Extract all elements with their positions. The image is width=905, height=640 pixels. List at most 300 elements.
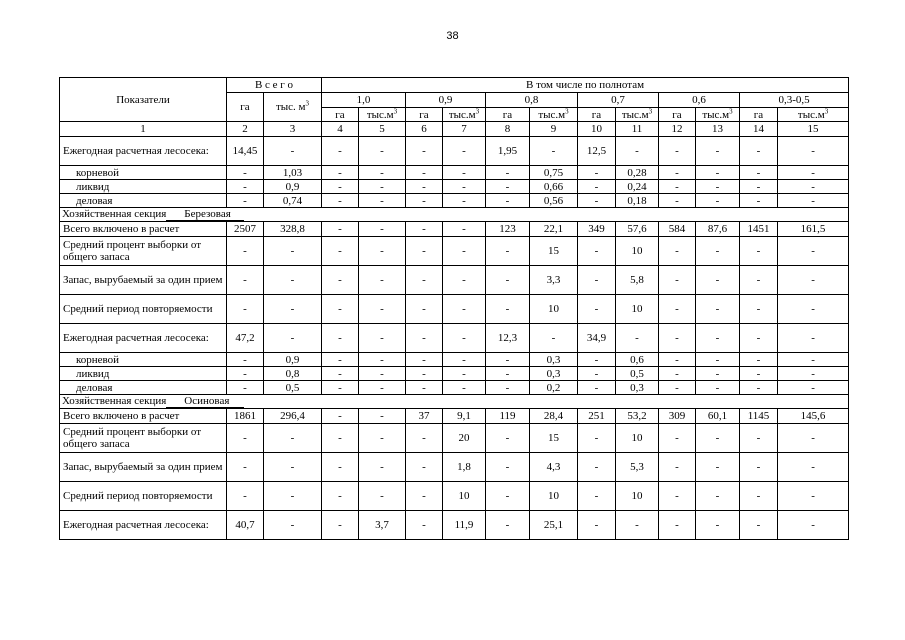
row-label: Ежегодная расчетная лесосека:: [60, 137, 227, 166]
table-cell: -: [227, 166, 264, 180]
table-cell: -: [443, 194, 486, 208]
table-cell: 0,3: [616, 381, 659, 395]
table-cell: 1,95: [486, 137, 530, 166]
table-cell: -: [740, 511, 778, 540]
table-cell: 11,9: [443, 511, 486, 540]
table-cell: -: [406, 237, 443, 266]
table-cell: -: [578, 482, 616, 511]
header-density: 0,3-0,5: [740, 93, 849, 108]
table-cell: -: [616, 511, 659, 540]
table-cell: 0,5: [616, 367, 659, 381]
header-row-1: [60, 78, 849, 93]
table-cell: -: [322, 453, 359, 482]
table-cell: 0,66: [530, 180, 578, 194]
table-row: [60, 222, 849, 237]
table-cell: -: [264, 237, 322, 266]
column-number: 13: [696, 122, 740, 137]
table-cell: -: [778, 295, 849, 324]
page-number: 38: [446, 30, 459, 42]
table-cell: 37: [406, 409, 443, 424]
table-cell: -: [406, 353, 443, 367]
table-cell: -: [578, 367, 616, 381]
table-cell: 0,5: [264, 381, 322, 395]
section-label: Хозяйственная секция: [62, 208, 167, 220]
table-cell: -: [406, 424, 443, 453]
header-unit-ha: га: [322, 108, 359, 122]
table-cell: -: [406, 266, 443, 295]
table-cell: -: [359, 295, 406, 324]
table-cell: -: [740, 137, 778, 166]
section-label: Хозяйственная секция: [62, 395, 167, 407]
table-cell: 0,75: [530, 166, 578, 180]
row-label: Средний период повторяемости: [60, 482, 227, 511]
table-cell: -: [578, 237, 616, 266]
table-cell: 10: [616, 237, 659, 266]
table-cell: -: [740, 324, 778, 353]
column-number: 11: [616, 122, 659, 137]
table-cell: -: [740, 180, 778, 194]
table-cell: -: [740, 367, 778, 381]
section-row: [60, 208, 849, 222]
column-number: 6: [406, 122, 443, 137]
table-cell: -: [778, 482, 849, 511]
header-unit-ha: га: [578, 108, 616, 122]
table-cell: 1451: [740, 222, 778, 237]
header-total: В с е г о: [227, 78, 322, 93]
table-cell: -: [406, 180, 443, 194]
table-cell: -: [659, 194, 696, 208]
row-label: корневой: [60, 166, 227, 180]
table-cell: 10: [530, 295, 578, 324]
table-row: [60, 453, 849, 482]
column-number: 9: [530, 122, 578, 137]
table-cell: -: [530, 324, 578, 353]
table-cell: -: [227, 353, 264, 367]
table-cell: -: [322, 166, 359, 180]
table-cell: 10: [530, 482, 578, 511]
table-cell: -: [578, 353, 616, 367]
table-cell: -: [322, 295, 359, 324]
table-cell: 9,1: [443, 409, 486, 424]
table-cell: -: [406, 381, 443, 395]
table-cell: -: [696, 424, 740, 453]
table-cell: -: [322, 381, 359, 395]
header-unit-volume: $тыс.м^3$: [530, 108, 578, 122]
table-cell: 5,3: [616, 453, 659, 482]
row-label: Средний процент выборки от общего запаса: [60, 424, 227, 453]
table-cell: -: [696, 166, 740, 180]
header-unit-volume: $тыс.м^3$: [696, 108, 740, 122]
table-cell: -: [486, 353, 530, 367]
table-cell: -: [486, 511, 530, 540]
table-cell: 0,28: [616, 166, 659, 180]
table-cell: -: [486, 453, 530, 482]
table-cell: 47,2: [227, 324, 264, 353]
table-cell: 328,8: [264, 222, 322, 237]
header-total-ha: га: [227, 93, 264, 122]
row-label: деловая: [60, 194, 227, 208]
table-cell: -: [264, 424, 322, 453]
table-subrow: [60, 194, 849, 208]
table-cell: -: [264, 511, 322, 540]
table-cell: -: [322, 367, 359, 381]
table-cell: -: [264, 137, 322, 166]
header-column-numbers-row: [60, 122, 849, 137]
table-cell: -: [227, 237, 264, 266]
table-cell: -: [740, 295, 778, 324]
table-cell: -: [264, 266, 322, 295]
table-cell: -: [322, 409, 359, 424]
table-cell: -: [659, 295, 696, 324]
table-subrow: [60, 367, 849, 381]
table-cell: 10: [443, 482, 486, 511]
table-cell: -: [696, 353, 740, 367]
table-cell: -: [359, 237, 406, 266]
table-cell: -: [486, 266, 530, 295]
table-cell: 309: [659, 409, 696, 424]
table-cell: -: [696, 381, 740, 395]
table-cell: 1,8: [443, 453, 486, 482]
table-cell: 12,3: [486, 324, 530, 353]
table-cell: -: [443, 237, 486, 266]
table-cell: -: [778, 137, 849, 166]
table-cell: -: [659, 424, 696, 453]
table-cell: -: [696, 511, 740, 540]
table-cell: -: [740, 424, 778, 453]
table-cell: -: [443, 180, 486, 194]
row-label: Запас, вырубаемый за один прием: [60, 453, 227, 482]
table-cell: -: [486, 237, 530, 266]
table-cell: -: [359, 266, 406, 295]
table-cell: 119: [486, 409, 530, 424]
table-cell: -: [578, 453, 616, 482]
table-cell: -: [578, 266, 616, 295]
table-cell: -: [322, 482, 359, 511]
column-number: 12: [659, 122, 696, 137]
table-cell: -: [696, 367, 740, 381]
table-row: [60, 482, 849, 511]
row-label: Ежегодная расчетная лесосека:: [60, 324, 227, 353]
table-subrow: [60, 180, 849, 194]
table-subrow: [60, 381, 849, 395]
table-row: [60, 511, 849, 540]
table-cell: -: [322, 237, 359, 266]
row-label: Запас, вырубаемый за один прием: [60, 266, 227, 295]
table-cell: -: [778, 367, 849, 381]
header-density: 1,0: [322, 93, 406, 108]
table-cell: 0,2: [530, 381, 578, 395]
header-density: 0,7: [578, 93, 659, 108]
table-cell: -: [443, 353, 486, 367]
table-cell: 5,8: [616, 266, 659, 295]
header-unit-ha: га: [740, 108, 778, 122]
table-cell: -: [578, 381, 616, 395]
header-by-density: В том числе по полнотам: [322, 78, 849, 93]
table-cell: -: [322, 180, 359, 194]
table-cell: -: [696, 237, 740, 266]
table-cell: -: [659, 166, 696, 180]
table-cell: -: [659, 511, 696, 540]
table-cell: -: [486, 166, 530, 180]
row-label: деловая: [60, 381, 227, 395]
table-cell: -: [227, 367, 264, 381]
table-cell: -: [443, 266, 486, 295]
row-label: ликвид: [60, 180, 227, 194]
table-cell: -: [659, 266, 696, 295]
table-cell: -: [740, 194, 778, 208]
table-cell: -: [696, 180, 740, 194]
header-density: 0,9: [406, 93, 486, 108]
table-cell: -: [740, 166, 778, 180]
table-cell: -: [406, 367, 443, 381]
column-number: 1: [60, 122, 227, 137]
table-cell: -: [406, 137, 443, 166]
header-unit-volume: $тыс.м^3$: [616, 108, 659, 122]
table-cell: -: [443, 367, 486, 381]
row-label: Всего включено в расчет: [60, 222, 227, 237]
table-cell: -: [659, 324, 696, 353]
header-density: 0,6: [659, 93, 740, 108]
table-cell: -: [778, 453, 849, 482]
table-cell: 0,8: [264, 367, 322, 381]
table-cell: -: [778, 237, 849, 266]
table-cell: 40,7: [227, 511, 264, 540]
table-cell: -: [616, 324, 659, 353]
table-cell: -: [486, 482, 530, 511]
section-title: [60, 208, 849, 222]
table-cell: -: [227, 482, 264, 511]
table-cell: -: [578, 424, 616, 453]
table-cell: -: [264, 482, 322, 511]
table-cell: -: [359, 194, 406, 208]
table-cell: 12,5: [578, 137, 616, 166]
table-cell: -: [359, 222, 406, 237]
table-cell: -: [406, 295, 443, 324]
table-cell: -: [227, 266, 264, 295]
table-cell: -: [696, 482, 740, 511]
header-indicators: Показатели: [60, 78, 227, 122]
header-unit-volume: $тыс.м^3$: [443, 108, 486, 122]
section-name: Березовая: [166, 208, 244, 221]
table-cell: 296,4: [264, 409, 322, 424]
table-cell: -: [740, 453, 778, 482]
table-cell: -: [696, 453, 740, 482]
table-cell: -: [264, 295, 322, 324]
table-cell: -: [443, 295, 486, 324]
table-cell: 34,9: [578, 324, 616, 353]
table-cell: -: [443, 137, 486, 166]
table-cell: -: [740, 482, 778, 511]
header-unit-volume: $тыс.м^3$: [359, 108, 406, 122]
table-cell: -: [659, 381, 696, 395]
table-cell: -: [486, 194, 530, 208]
table-cell: 251: [578, 409, 616, 424]
header-unit-ha: га: [406, 108, 443, 122]
table-cell: 1861: [227, 409, 264, 424]
table-cell: -: [659, 180, 696, 194]
table-cell: -: [359, 324, 406, 353]
table-cell: -: [530, 137, 578, 166]
table-cell: -: [659, 482, 696, 511]
table-cell: -: [322, 424, 359, 453]
column-number: 14: [740, 122, 778, 137]
table-cell: -: [659, 453, 696, 482]
table-cell: -: [778, 381, 849, 395]
table-cell: 3,7: [359, 511, 406, 540]
table-cell: -: [359, 381, 406, 395]
table-cell: -: [359, 409, 406, 424]
table-cell: 0,6: [616, 353, 659, 367]
table-cell: -: [359, 453, 406, 482]
table-cell: -: [443, 381, 486, 395]
row-label: Средний период повторяемости: [60, 295, 227, 324]
table-cell: 20: [443, 424, 486, 453]
table-cell: -: [227, 381, 264, 395]
table-cell: -: [578, 511, 616, 540]
table-cell: -: [264, 453, 322, 482]
table-cell: -: [696, 324, 740, 353]
table-cell: -: [740, 381, 778, 395]
table-cell: -: [778, 353, 849, 367]
row-label: Всего включено в расчет: [60, 409, 227, 424]
table-cell: 28,4: [530, 409, 578, 424]
section-name: Осиновая: [166, 395, 244, 408]
table-cell: -: [227, 453, 264, 482]
table-cell: -: [778, 180, 849, 194]
table-cell: -: [322, 324, 359, 353]
table-cell: 0,18: [616, 194, 659, 208]
table-cell: 349: [578, 222, 616, 237]
table-cell: 3,3: [530, 266, 578, 295]
table-cell: 10: [616, 295, 659, 324]
table-cell: -: [359, 424, 406, 453]
table-subrow: [60, 353, 849, 367]
table-cell: -: [778, 194, 849, 208]
table-cell: -: [322, 137, 359, 166]
table-cell: -: [486, 381, 530, 395]
table-cell: 87,6: [696, 222, 740, 237]
table-cell: 57,6: [616, 222, 659, 237]
table-row: [60, 409, 849, 424]
table-cell: -: [264, 324, 322, 353]
table-cell: 0,74: [264, 194, 322, 208]
table-cell: -: [778, 424, 849, 453]
table-cell: -: [740, 266, 778, 295]
table-cell: 15: [530, 237, 578, 266]
table-cell: -: [406, 324, 443, 353]
table-cell: -: [696, 295, 740, 324]
table-cell: -: [227, 424, 264, 453]
table-cell: 15: [530, 424, 578, 453]
table-cell: -: [659, 367, 696, 381]
column-number: 8: [486, 122, 530, 137]
table-cell: -: [406, 166, 443, 180]
table-cell: -: [443, 324, 486, 353]
table-cell: -: [486, 424, 530, 453]
table-cell: 1145: [740, 409, 778, 424]
column-number: 3: [264, 122, 322, 137]
table-cell: -: [359, 166, 406, 180]
table-row: [60, 137, 849, 166]
section-row: [60, 395, 849, 409]
table-subrow: [60, 166, 849, 180]
table-cell: 14,45: [227, 137, 264, 166]
table-cell: -: [406, 482, 443, 511]
column-number: 2: [227, 122, 264, 137]
header-density: 0,8: [486, 93, 578, 108]
table-cell: -: [578, 166, 616, 180]
table-cell: -: [578, 194, 616, 208]
column-number: 15: [778, 122, 849, 137]
row-label: ликвид: [60, 367, 227, 381]
row-label: Ежегодная расчетная лесосека:: [60, 511, 227, 540]
table-cell: -: [443, 166, 486, 180]
table-cell: -: [486, 367, 530, 381]
table-cell: -: [406, 222, 443, 237]
header-unit-ha: га: [659, 108, 696, 122]
table-cell: 53,2: [616, 409, 659, 424]
table-cell: 0,24: [616, 180, 659, 194]
column-number: 10: [578, 122, 616, 137]
table-cell: 145,6: [778, 409, 849, 424]
table-cell: -: [778, 266, 849, 295]
table-cell: -: [696, 194, 740, 208]
row-label: Средний процент выборки от общего запаса: [60, 237, 227, 266]
section-title: [60, 395, 849, 409]
column-number: 4: [322, 122, 359, 137]
table-cell: 161,5: [778, 222, 849, 237]
table-cell: -: [778, 324, 849, 353]
row-label: корневой: [60, 353, 227, 367]
table-row: [60, 324, 849, 353]
table-cell: 22,1: [530, 222, 578, 237]
table-cell: -: [406, 453, 443, 482]
table-cell: -: [578, 180, 616, 194]
table-cell: -: [322, 222, 359, 237]
table-cell: 0,3: [530, 353, 578, 367]
table-cell: -: [406, 511, 443, 540]
table-cell: -: [659, 353, 696, 367]
table-cell: 10: [616, 482, 659, 511]
table-cell: -: [578, 295, 616, 324]
table-cell: -: [322, 194, 359, 208]
table-cell: -: [659, 237, 696, 266]
table-row: [60, 424, 849, 453]
table-cell: 25,1: [530, 511, 578, 540]
table-cell: -: [322, 353, 359, 367]
table-cell: -: [443, 222, 486, 237]
table-row: [60, 237, 849, 266]
table-cell: -: [696, 137, 740, 166]
table-cell: 584: [659, 222, 696, 237]
table-cell: 4,3: [530, 453, 578, 482]
table-cell: -: [322, 266, 359, 295]
table-cell: -: [778, 511, 849, 540]
header-unit-volume: $тыс.м^3$: [778, 108, 849, 122]
column-number: 7: [443, 122, 486, 137]
column-number: 5: [359, 122, 406, 137]
table-cell: 10: [616, 424, 659, 453]
table-cell: -: [359, 180, 406, 194]
table-cell: -: [359, 137, 406, 166]
table-row: [60, 295, 849, 324]
table-cell: 0,3: [530, 367, 578, 381]
table-cell: 2507: [227, 222, 264, 237]
table-cell: -: [486, 180, 530, 194]
table-cell: -: [227, 194, 264, 208]
forest-cutting-table: [59, 77, 849, 540]
table-cell: -: [486, 295, 530, 324]
